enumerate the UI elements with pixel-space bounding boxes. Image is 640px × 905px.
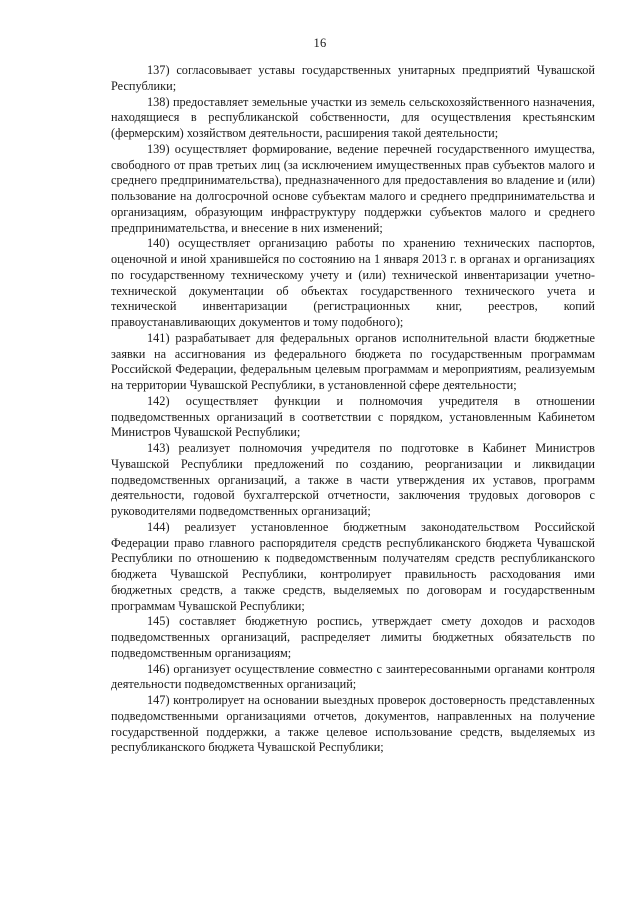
- paragraph-139: 139) осуществляет формирование, ведение перечней государственного имущества, свободного от прав третьих лиц (за исключением имущественных прав субъектов малого и среднего предпринимательства), предназначенного для предоставления во владение и (или) пользование на долгосрочной основе субъектам малого и среднего предпринимательства и организациям, образующим инфраструктуру поддержки субъектов малого и среднего предпринимательства, и внесение в них изменений;: [111, 141, 595, 235]
- paragraph-141: 141) разрабатывает для федеральных органов исполнительной власти бюджетные заявки на ассигнования из федерального бюджета по государственным программам Российской Федерации, федеральным целевым программам и мероприятиям, реализуемым на территории Чувашской Республики, в установленной сфере деятельности;: [111, 330, 595, 392]
- paragraph-143: 143) реализует полномочия учредителя по подготовке в Кабинет Министров Чувашской Республики предложений по созданию, реорганизации и ликвидации подведомственных организаций, а также в части утверждения их уставов, программ деятельности, годовой бухгалтерской отчетности, заключения трудовых договоров с руководителями подведомственных организаций;: [111, 441, 595, 518]
- page-number: 16: [313, 36, 327, 50]
- document-body: [111, 63, 595, 756]
- paragraph-144: 144) реализует установленное бюджетным законодательством Российской Федерации право главного распорядителя средств республиканского бюджета Чувашской Республики по отношению к подведомственным получателям средств республиканского бюджета Чувашской Республики, контролирует правильность расходования ими бюджетных средств, а также средств, выделяемых по договорам и государственным программам Чувашской Республики;: [111, 519, 595, 613]
- paragraph-137: 137) согласовывает уставы государственных унитарных предприятий Чувашской Республики;: [111, 63, 595, 93]
- paragraph-146: 146) организует осуществление совместно с заинтересованными органами контроля деятельности подведомственных организаций;: [111, 661, 595, 692]
- paragraph-145: 145) составляет бюджетную роспись, утверждает смету доходов и расходов подведомственных организаций, распределяет лимиты бюджетных обязательств по подведомственным организациям;: [111, 614, 595, 660]
- paragraph-138: 138) предоставляет земельные участки из земель сельскохозяйственного назначения, находящиеся в республиканской собственности, для осуществления крестьянским (фермерским) хозяйством деятельности, расширения такой деятельности;: [111, 94, 595, 140]
- paragraph-140: 140) осуществляет организацию работы по хранению технических паспортов, оценочной и иной хранившейся по состоянию на 1 января 2013 г. в органах и организациях по государственному техническому учету и (или) технической инвентаризации учетно-технической документации об объектах государственного технического учета и технической инвентаризации (регистрационных книг, реестров, копий правоустанавливающих документов и тому подобного);: [111, 236, 595, 329]
- paragraph-147: 147) контролирует на основании выездных проверок достоверность представленных подведомственными организациями отчетов, документов, направленных на получение государственной поддержки, а также целевое использование средств, выделяемых из республиканского бюджета Чувашской Республики;: [111, 693, 595, 755]
- paragraph-142: 142) осуществляет функции и полномочия учредителя в отношении подведомственных организаций в соответствии с порядком, установленным Кабинетом Министров Чувашской Республики;: [111, 393, 595, 440]
